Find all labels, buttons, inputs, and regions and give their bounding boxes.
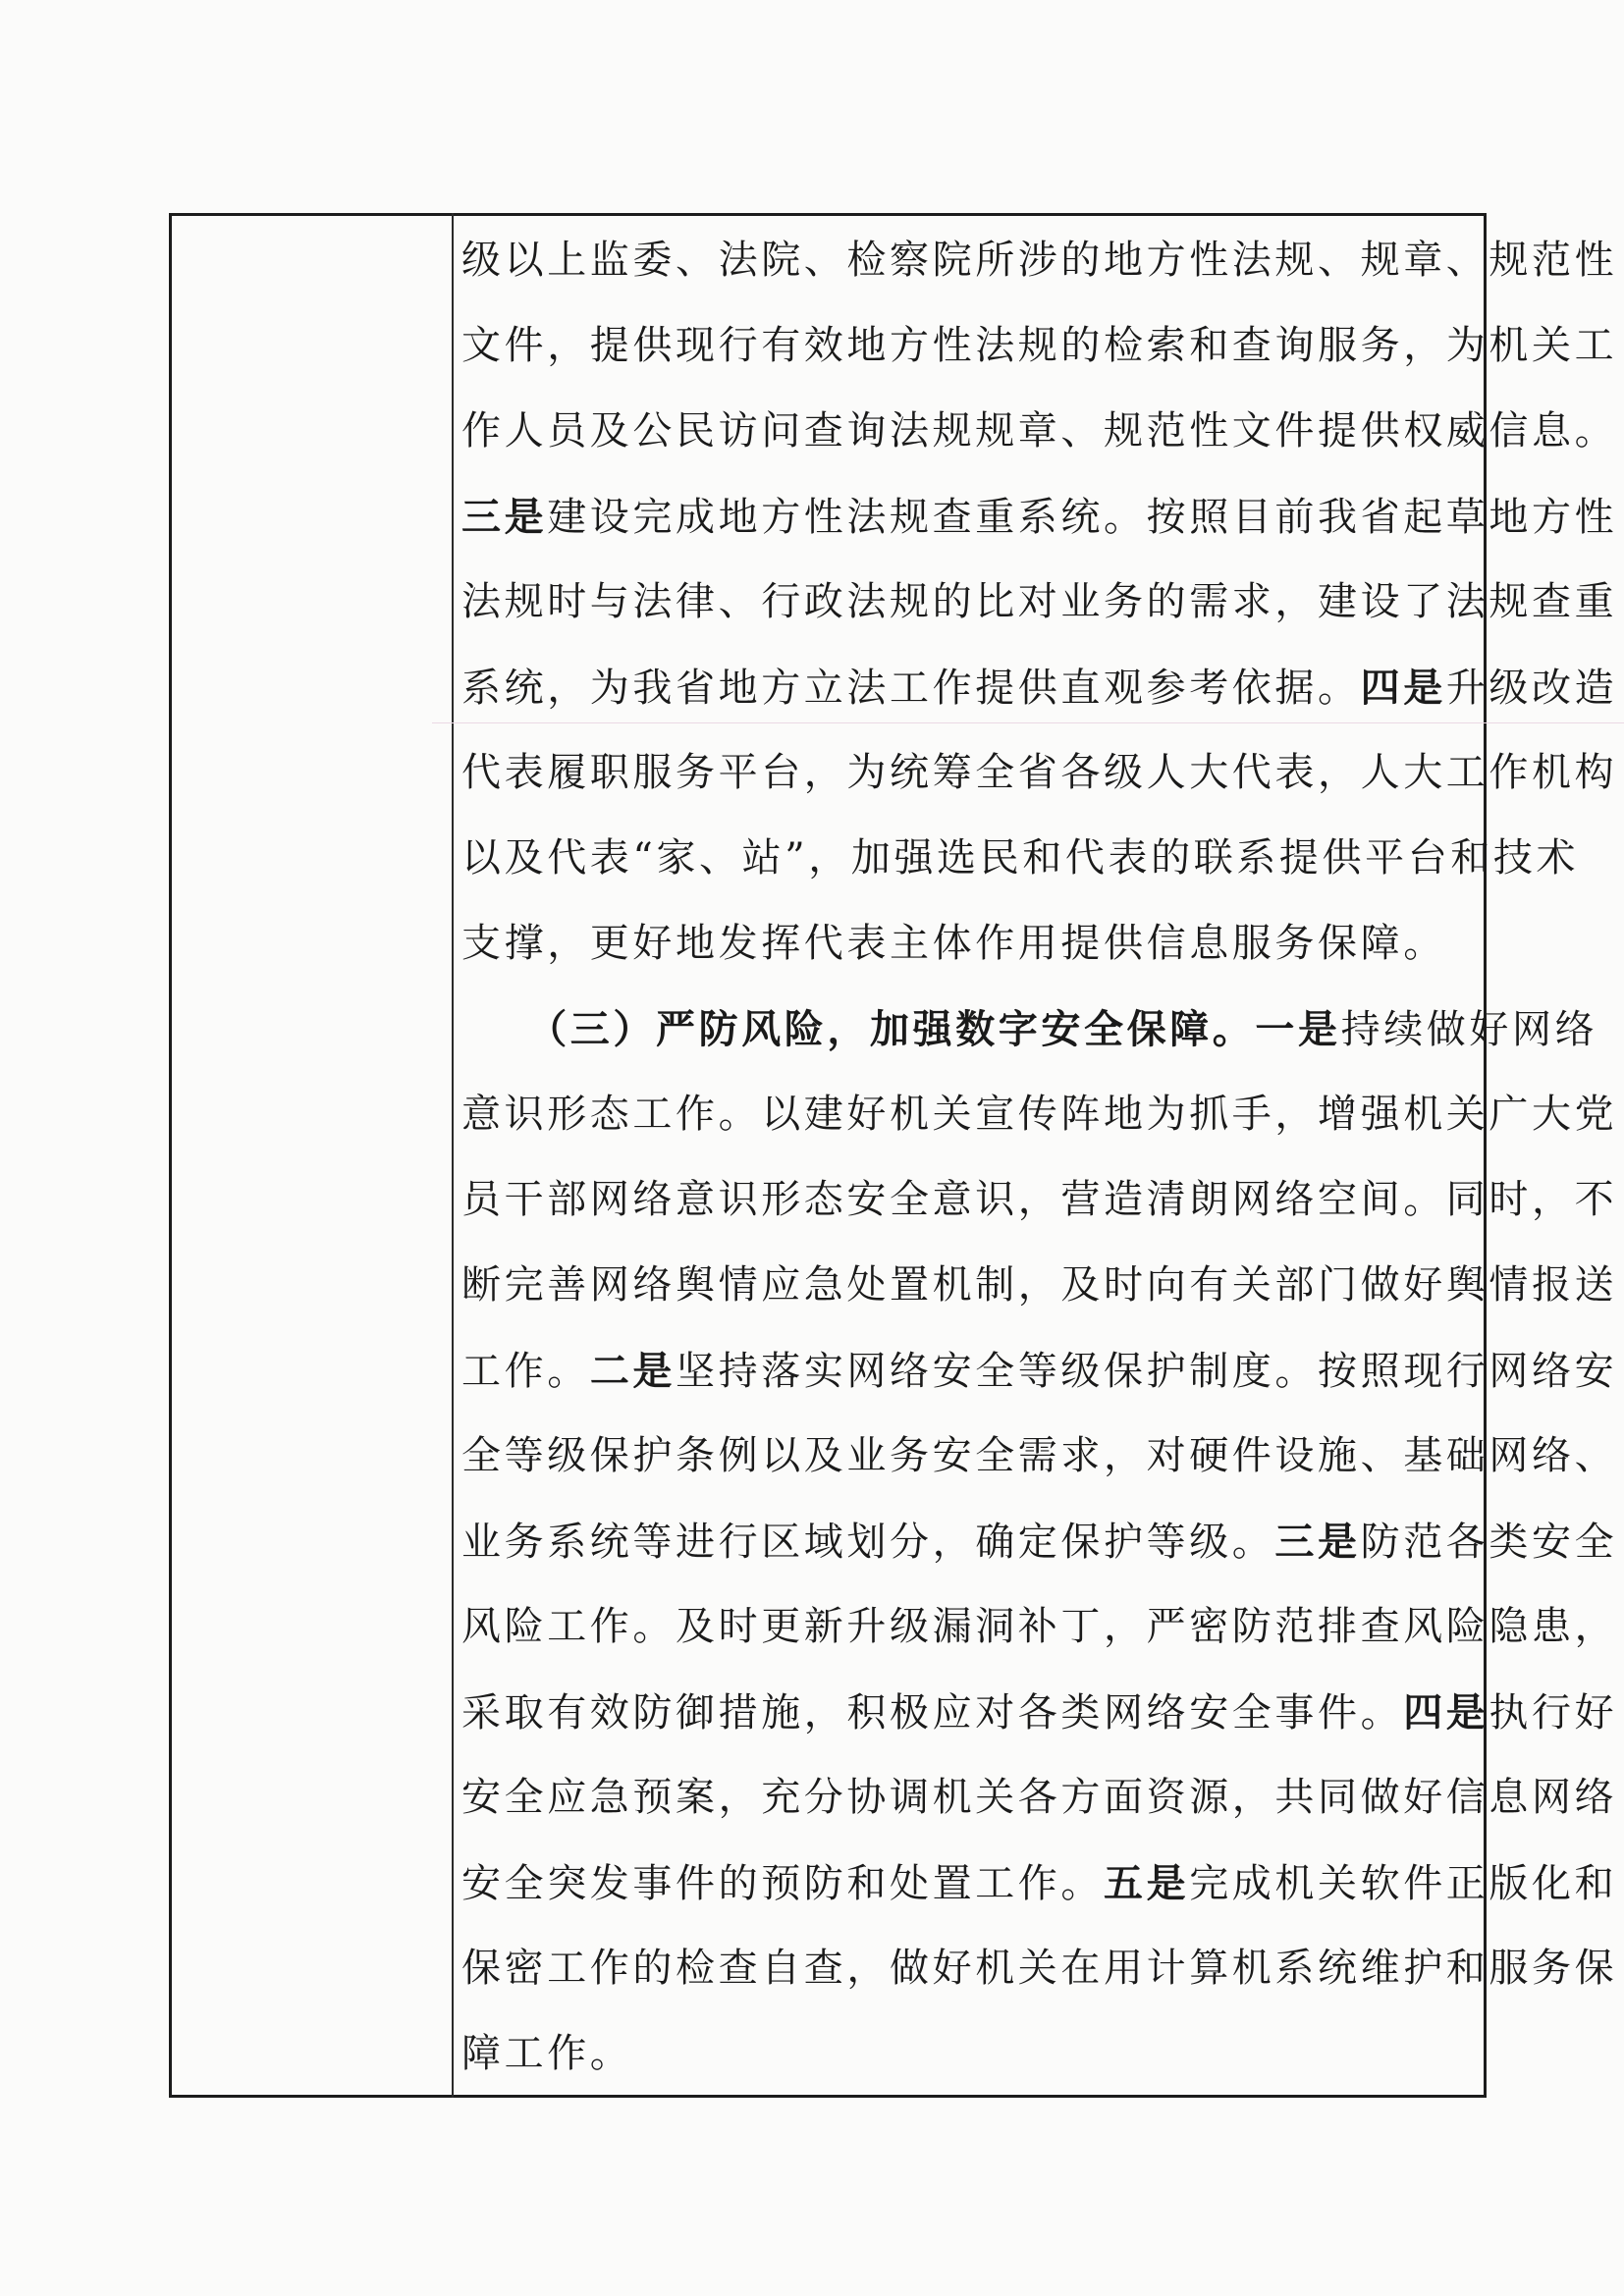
text-run: 障工作。 — [461, 2031, 633, 2076]
bold-text-run: 四是 — [1360, 665, 1446, 711]
bold-text-run: 三是 — [461, 494, 548, 540]
text-line — [461, 901, 1465, 987]
text-line — [461, 303, 1618, 389]
text-line — [461, 1243, 1618, 1328]
text-run: 保密工作的检查自查，做好机关在用计算机系统维护和服务保 — [461, 1946, 1618, 1991]
text-line — [461, 1328, 1618, 1414]
text-line — [461, 560, 1618, 645]
text-run: 采取有效防御措施，积极应对各类网络安全事件。 — [461, 1690, 1404, 1735]
text-run: 系统，为我省地方立法工作提供直观参考依据。 — [461, 666, 1361, 711]
text-run: 业务系统等进行区域划分，确定保护等级。 — [461, 1520, 1275, 1565]
text-line — [461, 2011, 1465, 2097]
text-run: 坚持落实网络安全等级保护制度。按照现行网络安 — [676, 1349, 1618, 1394]
text-line — [461, 987, 1598, 1072]
text-run: 员干部网络意识形态安全意识，营造清朗网络空间。同时，不 — [461, 1177, 1618, 1222]
text-run: 代表履职服务平台，为统筹全省各级人大代表，人大工作机构 — [461, 750, 1618, 795]
text-line — [461, 1499, 1618, 1584]
text-run: 断完善网络舆情应急处置机制，及时向有关部门做好舆情报送 — [461, 1262, 1618, 1308]
text-run: 以及代表“家、站”，加强选民和代表的联系提供平台和技术 — [461, 835, 1580, 881]
text-run: 安全突发事件的预防和处置工作。 — [461, 1861, 1104, 1906]
text-run: 意识形态工作。以建好机关宣传阵地为抓手，增强机关广大党 — [461, 1092, 1618, 1137]
text-line — [461, 645, 1618, 730]
bold-text-run: 五是 — [1104, 1860, 1190, 1906]
text-line — [461, 1414, 1618, 1499]
text-run: 工作。 — [461, 1349, 590, 1394]
text-line — [461, 730, 1618, 816]
text-line — [461, 389, 1618, 474]
text-line — [461, 474, 1618, 560]
text-run: 持续做好网络 — [1340, 1007, 1598, 1052]
bold-text-run: 三是 — [1274, 1519, 1361, 1565]
text-run: 防范各类安全 — [1360, 1520, 1618, 1565]
text-line — [461, 1157, 1618, 1243]
text-line — [461, 1584, 1618, 1670]
text-run: 全等级保护条例以及业务安全需求，对硬件设施、基础网络、 — [461, 1433, 1618, 1478]
text-run: 安全应急预案，充分协调机关各方面资源，共同做好信息网络 — [461, 1775, 1618, 1820]
bold-text-run: 一是 — [1255, 1006, 1341, 1052]
left-label-cell — [172, 216, 452, 2095]
text-line — [461, 1755, 1618, 1841]
text-line — [461, 1072, 1618, 1157]
text-run: 建设完成地方性法规查重系统。按照目前我省起草地方性 — [547, 495, 1618, 540]
text-run: 风险工作。及时更新升级漏洞补丁，严密防范排查风险隐患， — [461, 1604, 1618, 1649]
bold-text-run: （三）严防风险，加强数字安全保障。 — [461, 1006, 1256, 1052]
bold-text-run: 二是 — [589, 1348, 677, 1394]
text-run: 支撑，更好地发挥代表主体作用提供信息服务保障。 — [461, 921, 1446, 966]
text-line — [461, 1926, 1618, 2011]
text-run: 法规时与法律、行政法规的比对业务的需求，建设了法规查重 — [461, 579, 1618, 624]
text-line — [461, 1670, 1618, 1755]
text-run: 作人员及公民访问查询法规规章、规范性文件提供权威信息。 — [461, 408, 1618, 454]
column-divider — [452, 213, 454, 2098]
text-run: 执行好 — [1489, 1690, 1618, 1735]
document-body — [461, 218, 1618, 2083]
bold-text-run: 四是 — [1403, 1689, 1489, 1735]
text-run: 级以上监委、法院、检察院所涉的地方性法规、规章、规范性 — [461, 238, 1618, 283]
text-line — [461, 816, 1580, 901]
text-line — [461, 1841, 1618, 1926]
text-line — [461, 218, 1618, 303]
text-run: 完成机关软件正版化和 — [1189, 1861, 1618, 1906]
text-run: 文件，提供现行有效地方性法规的检索和查询服务，为机关工 — [461, 323, 1618, 368]
text-run: 升级改造 — [1445, 666, 1618, 711]
